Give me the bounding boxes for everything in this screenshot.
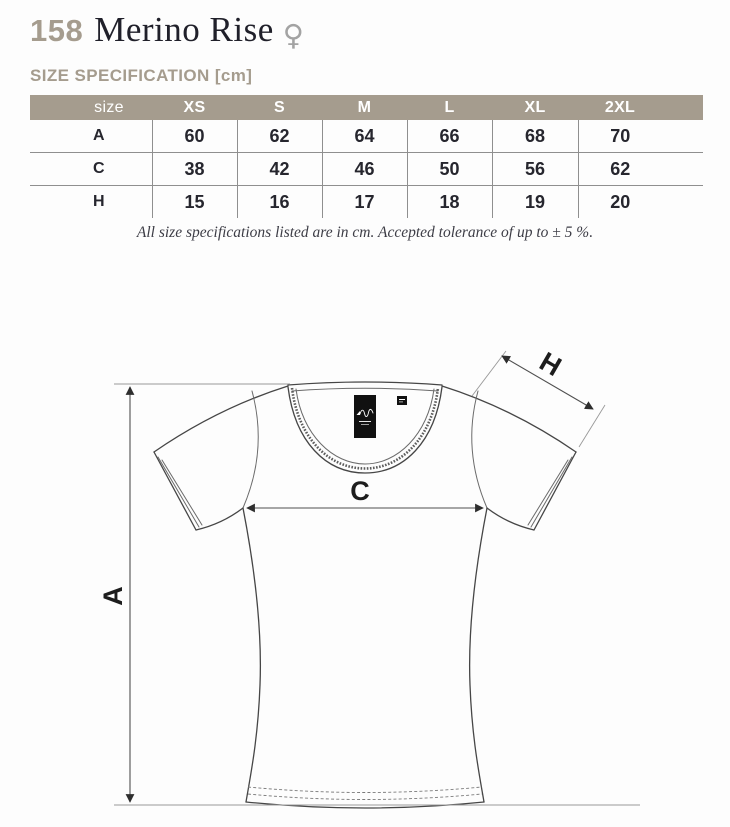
female-icon: ♀ (282, 18, 304, 52)
size-value-cell: 62 (237, 120, 322, 153)
size-value-cell: 17 (322, 186, 407, 219)
size-value-cell: 16 (237, 186, 322, 219)
column-header-xl: XL (492, 95, 578, 120)
product-number: 158 (30, 13, 84, 48)
size-table (30, 95, 703, 218)
page-title (30, 10, 304, 50)
dim-label-c: C (350, 476, 370, 506)
size-value-cell: 70 (578, 120, 662, 153)
table-row-c (30, 153, 703, 186)
tolerance-note: All size specifications listed are in cm. Accepted tolerance of up to ± 5 %. (136, 224, 594, 241)
brand-label (354, 395, 376, 438)
column-header-m: M (322, 95, 407, 120)
table-filler-cell (662, 186, 703, 219)
size-value-cell: 46 (322, 153, 407, 186)
size-value-cell: 19 (492, 186, 578, 219)
dimension-h (472, 346, 605, 447)
row-label: C (30, 153, 152, 186)
column-header-s: S (237, 95, 322, 120)
table-row-h (30, 186, 703, 219)
column-header-2xl: 2XL (578, 95, 662, 120)
size-value-cell: 56 (492, 153, 578, 186)
table-filler-cell (662, 120, 703, 153)
column-header-xs: XS (152, 95, 237, 120)
size-value-cell: 62 (578, 153, 662, 186)
size-diagram (0, 310, 730, 827)
size-value-cell: 64 (322, 120, 407, 153)
row-label: H (92, 193, 105, 210)
size-value-cell: 60 (152, 120, 237, 153)
table-filler-cell (662, 95, 703, 120)
column-header-l: L (407, 95, 492, 120)
size-value-cell: 50 (407, 153, 492, 186)
size-value-cell: 68 (492, 120, 578, 153)
size-value-cell: 15 (152, 186, 237, 219)
table-corner-label: size (30, 95, 152, 120)
size-tag (397, 396, 407, 405)
size-value-cell: 42 (237, 153, 322, 186)
dimension-a (98, 384, 640, 805)
dim-label-a: A (98, 586, 128, 606)
size-value-cell: 18 (407, 186, 492, 219)
dim-label-h: H (534, 346, 567, 383)
table-filler-cell (662, 153, 703, 186)
product-name: Merino Rise (94, 10, 274, 49)
table-row-a (30, 120, 703, 153)
size-value-cell: 38 (152, 153, 237, 186)
tshirt-drawing (154, 382, 576, 808)
dimension-c (247, 476, 483, 508)
row-label: A (30, 120, 152, 153)
size-specification-heading: SIZE SPECIFICATION [cm] (30, 66, 253, 85)
size-value-cell: 66 (407, 120, 492, 153)
size-value-cell: 20 (578, 186, 662, 219)
table-header-row (30, 95, 703, 120)
